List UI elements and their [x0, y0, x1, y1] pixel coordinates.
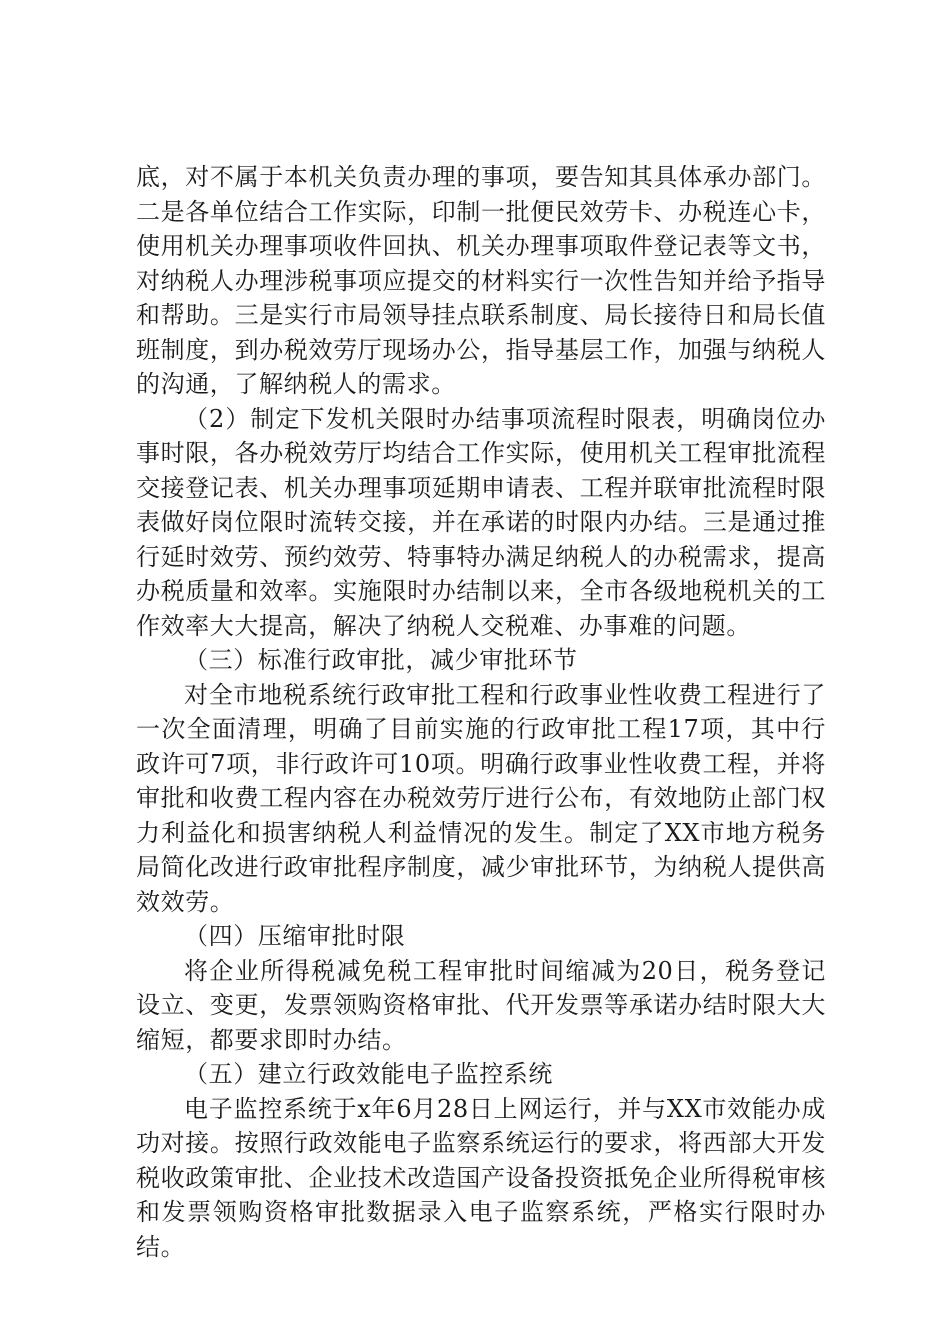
section-heading-standardize-approval: （三）标准行政审批，减少审批环节 — [184, 646, 578, 674]
paragraph-time-limit-table: （2）制定下发机关限时办结事项流程时限表，明确岗位办事时限，各办税效劳厅均结合工作实际，使用机关工程审批流程交接登记表、机关办理事项延期申请表、工程并联审批流程时限表做好岗位限时流转交接，并在承诺的时限内办结。三是通过推行延时效劳、预约效劳、特事特办满足纳税人的办税需求，提高办税质量和效率。实施限时办结制以来，全市各级地税机关的工作效率大大提高，解决了纳税人交税难、办事难的问题。 — [136, 404, 826, 640]
paragraph-e-monitoring: 电子监控系统于x年6月28日上网运行，并与XX市效能办成功对接。按照行政效能电子监察系统运行的要求，将西部大开发税收政策审批、企业技术改造国产设备投资抵免企业所得税审核和发票领购资格审批数据录入电子监察系统，严格实行限时办结。 — [136, 1094, 826, 1261]
paragraph-continuation: 底，对不属于本机关负责办理的事项，要告知其具体承办部门。二是各单位结合工作实际，印制一批便民效劳卡、办税连心卡，使用机关办理事项收件回执、机关办理事项取件登记表等文书，对纳税人办理涉税事项应提交的材料实行一次性告知并给予指导和帮助。三是实行市局领导挂点联系制度、局长接待日和局长值班制度，到办税效劳厅现场办公，指导基层工作，加强与纳税人的沟通，了解纳税人的需求。 — [136, 163, 826, 398]
section-heading-compress-time: （四）压缩审批时限 — [184, 922, 406, 950]
paragraph-compress-time: 将企业所得税减免税工程审批时间缩减为20日，税务登记设立、变更，发票领购资格审批、代开发票等承诺办结时限大大缩短，都要求即时办结。 — [136, 956, 826, 1054]
document-body — [136, 160, 826, 1264]
section-heading-e-monitoring: （五）建立行政效能电子监控系统 — [184, 1060, 553, 1088]
paragraph-approval-cleanup: 对全市地税系统行政审批工程和行政事业性收费工程进行了一次全面清理，明确了目前实施的行政审批工程17项，其中行政许可7项，非行政许可10项。明确行政事业性收费工程，并将审批和收费工程内容在办税效劳厅进行公布，有效地防止部门权力利益化和损害纳税人利益情况的发生。制定了XX市地方税务局简化改进行政审批程序制度，减少审批环节，为纳税人提供高效效劳。 — [136, 680, 826, 916]
